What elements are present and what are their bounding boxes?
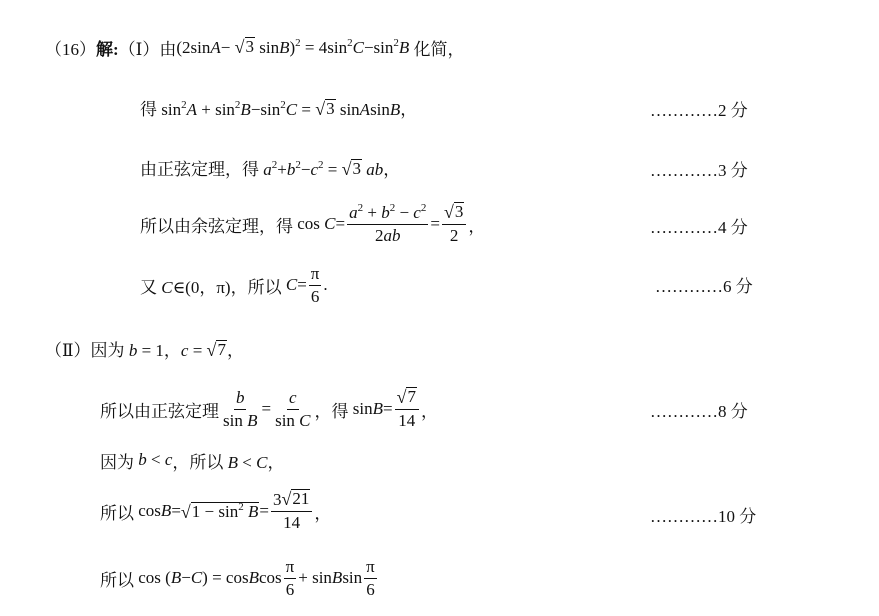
- solution-line-2: [140, 96, 417, 118]
- solution-line-1: [45, 36, 465, 58]
- problem-number: （16）: [45, 39, 96, 59]
- inequality-bc: b < c: [138, 450, 173, 469]
- solution-line-4: [140, 198, 485, 250]
- line-lead: 因为: [100, 452, 134, 472]
- line-lead: 所以: [100, 570, 134, 590]
- line-lead: 又: [140, 277, 157, 297]
- solution-line-9: [100, 486, 331, 536]
- score-3: …………3 分: [650, 161, 748, 180]
- equation-sides: $a^2+b^2-c^2$ = √ 3 ab，: [263, 158, 401, 179]
- line-lead: 所以由正弦定理: [100, 401, 219, 421]
- simplify-text: 化简，: [413, 39, 465, 59]
- line-mid: ，所以: [172, 452, 224, 472]
- equation-given: (2sinA− √ 3 $\sin B)^2 = 4\sin^2C-\sin^2B$: [176, 36, 410, 57]
- solution-line-6: [45, 336, 244, 360]
- equation-sinb: sin B = √ 7 14 ，: [352, 387, 438, 430]
- given-values: b = 1，c = √ 7 ，: [128, 339, 244, 360]
- cropped-top-edge: [0, 0, 879, 4]
- score-8: …………8 分: [650, 402, 748, 421]
- equation-sines: $\sin^2A + \sin^2B-\sin^2C$ = √ 3 sinAsinB，: [161, 98, 418, 119]
- part-one-intro: （Ⅰ）由: [118, 39, 177, 59]
- solution-line-7: [100, 384, 438, 434]
- solution-line-3: [140, 156, 400, 178]
- solution-line-5: [140, 262, 328, 308]
- equation-cosb: cos B = √ $1 - \sin^2 B$ = 3 √ 21 14 ，: [138, 489, 332, 532]
- line-lead: 所以: [100, 503, 134, 523]
- score-6: …………6 分: [655, 277, 753, 296]
- inequality-angles: B < C，: [227, 452, 285, 472]
- solution-label: 解:: [96, 39, 119, 59]
- line-lead: 得: [140, 99, 157, 119]
- interval-c: C∈(0，π): [161, 277, 231, 297]
- equation-c-value: C = $\frac{\pi}{6}$ .: [285, 263, 328, 306]
- line-lead: 由正弦定理，得: [140, 159, 259, 179]
- part-two-intro: （Ⅱ）因为: [45, 340, 125, 360]
- score-10: …………10 分: [650, 507, 757, 526]
- score-4: …………4 分: [650, 218, 748, 237]
- equation-sine-law: $\frac{b}{\text{sin B}}$ = $\frac{c}{\text{sin C}}$: [223, 387, 311, 430]
- solution-line-10: [100, 552, 379, 604]
- line-lead: 所以由余弦定理，得: [140, 216, 293, 236]
- equation-cos-diff: cos ( B − C ) = cos B cos $\frac{\pi}{6}$ + sin B sin $\frac{\pi}{6}$: [138, 556, 375, 599]
- solution-line-8: [100, 448, 284, 472]
- score-2: …………2 分: [650, 101, 748, 120]
- equation-cosine-law: cos C = $\frac{a^2 + b^2 - c^2}{2ab}$ = √ 3 2 ，: [297, 201, 486, 245]
- line-mid: ，所以: [230, 277, 282, 297]
- line-mid: ，得: [314, 401, 349, 421]
